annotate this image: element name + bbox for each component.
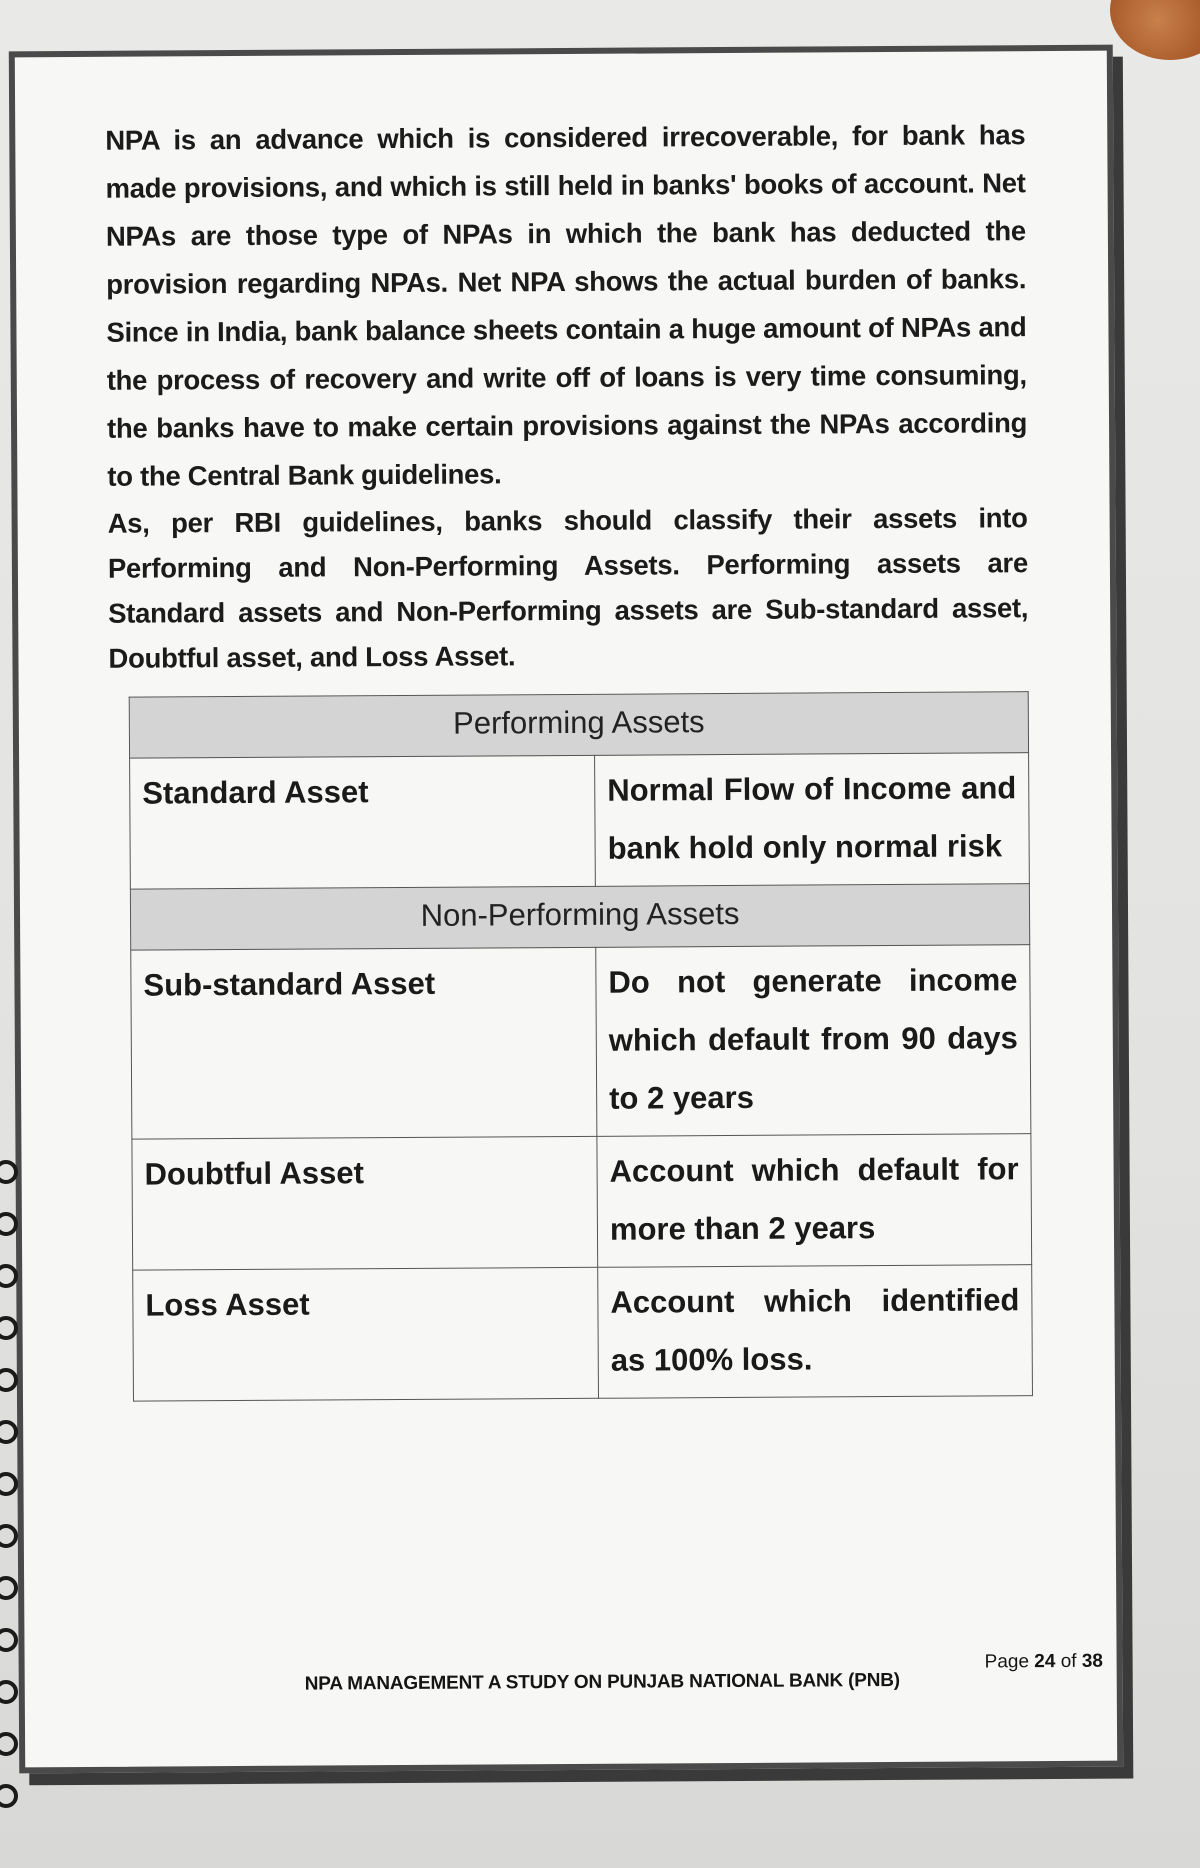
binding-ring [0,1472,18,1496]
table-row [132,1134,1032,1270]
table-header-row [130,884,1029,950]
non-performing-assets-header: Non-Performing Assets [130,884,1029,950]
spiral-binding [0,1160,18,1860]
binding-ring [0,1680,18,1704]
asset-description-cell: Account which default for more than 2 years [597,1134,1032,1268]
footer-document-title: NPA MANAGEMENT A STUDY ON PUNJAB NATIONAL BANK (PNB) [304,1669,900,1695]
page-separator: of [1060,1650,1077,1672]
asset-name-cell: Sub-standard Asset [131,947,597,1139]
table-row [131,945,1031,1139]
page-prefix: Page [984,1651,1030,1673]
asset-name-cell: Standard Asset [130,755,596,889]
binding-ring [0,1784,18,1808]
page-border-frame [9,45,1123,1774]
page-content [105,111,1028,681]
asset-description-cell: Account which identified as 100% loss. [598,1265,1033,1399]
rbi-classification-paragraph: As, per RBI guidelines, banks should classify their assets into Performing and Non-Performing Assets. Performing assets are Standard assets and Non-Performing assets are Sub-standard asset, Doubtful asset, and Loss Asset. [107,502,1029,674]
table-row [130,753,1030,889]
intro-paragraph: NPA is an advance which is considered irrecoverable, for bank has made provisions, and which is still held in banks' books of account. Net NPAs are those type of NPAs in which the bank has deducted the provision regarding NPAs. Net NPA shows the actual burden of banks. Since in India, bank balance sheets contain a huge amount of NPAs and the process of recovery and write off of loans is very time consuming, the banks have to make certain provisions against the NPAs according to the Central Bank guidelines. [105,119,1028,492]
asset-name-cell: Doubtful Asset [132,1136,598,1270]
binding-ring [0,1264,18,1288]
binding-ring [0,1576,18,1600]
asset-classification-table [129,691,1033,1401]
page-current: 24 [1034,1651,1056,1673]
asset-description-cell: Normal Flow of Income and bank hold only normal risk [595,753,1030,887]
binding-ring [0,1524,18,1548]
binding-ring [0,1160,18,1184]
table-header-row [129,692,1028,758]
binding-ring [0,1316,18,1340]
table-row [133,1265,1033,1401]
binding-ring [0,1420,18,1444]
binding-ring [0,1732,18,1756]
binding-ring [0,1212,18,1236]
page-number [985,1651,1103,1674]
binding-ring [0,1628,18,1652]
performing-assets-header: Performing Assets [129,692,1028,758]
binding-ring [0,1368,18,1392]
asset-name-cell: Loss Asset [133,1267,599,1401]
page-total: 38 [1081,1650,1104,1672]
asset-description-cell: Do not generate income which default from 90 days to 2 years [596,945,1031,1137]
